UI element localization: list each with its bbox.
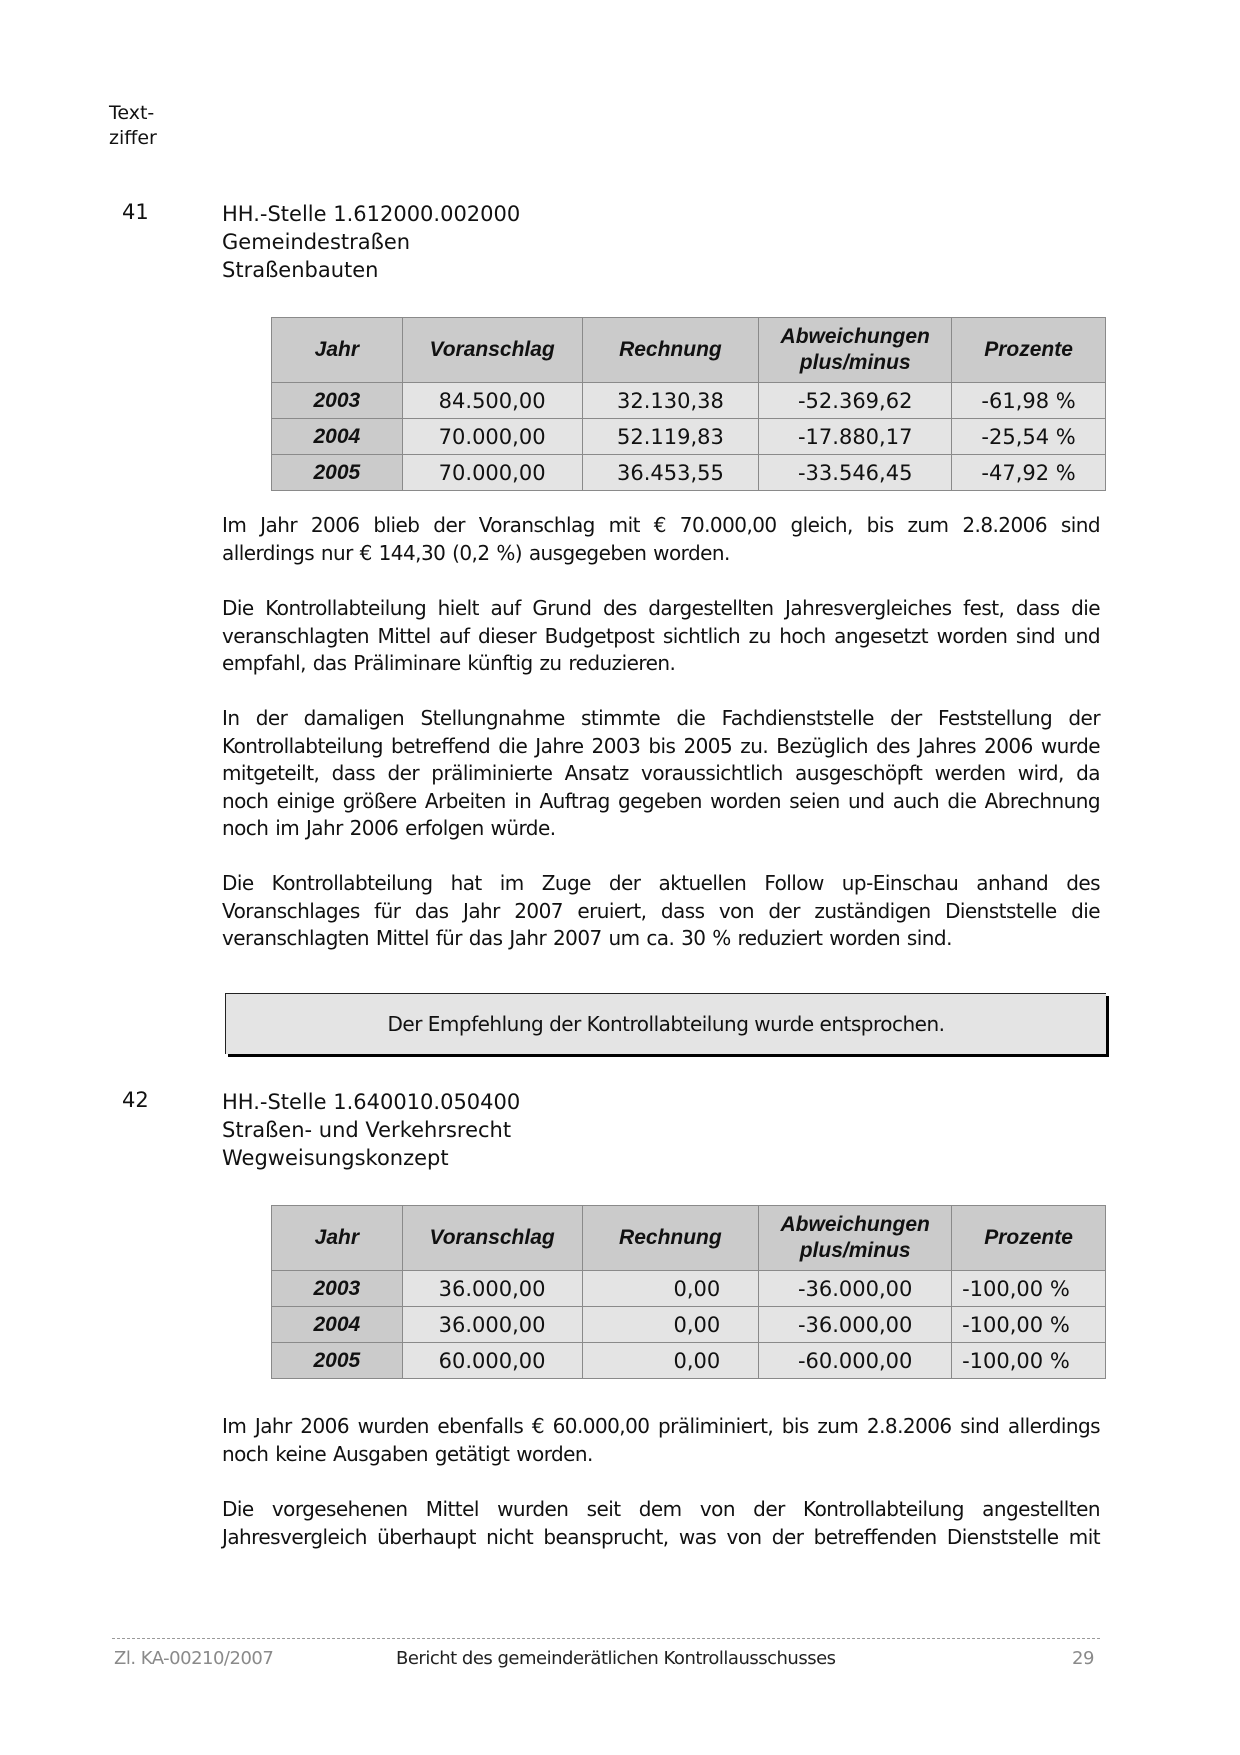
budget-item-title: Straßenbauten <box>222 258 379 282</box>
cell-prozent: -100,00 % <box>952 1307 1106 1343</box>
header-jahr: Jahr <box>272 1206 403 1271</box>
section-41-paragraph-4: Die Kontrollabteilung hat im Zuge der aktuellen Follow up-Einschau anhand des Voranschlages für das Jahr 2007 eruiert, dass von der zuständigen Dienststelle die veranschlagten Mittel für das Jahr 2007 um ca. 30 % reduziert worden sind. <box>222 871 1100 950</box>
cell-voranschlag: 84.500,00 <box>402 383 582 419</box>
cell-rechnung: 0,00 <box>582 1307 759 1343</box>
section-41-heading <box>222 200 520 284</box>
cell-prozent: -100,00 % <box>952 1271 1106 1307</box>
cell-year: 2004 <box>272 419 403 455</box>
footer-title: Bericht des gemeinderätlichen Kontrollausschusses <box>396 1648 836 1669</box>
footer-divider <box>112 1638 1100 1639</box>
recommendation-status-box <box>225 993 1106 1054</box>
header-jahr: Jahr <box>272 318 403 383</box>
table-row <box>272 419 1106 455</box>
table-row <box>272 383 1106 419</box>
section-42-budget-table <box>271 1205 1106 1379</box>
table-header-row <box>272 1206 1106 1271</box>
cell-abweichung: -36.000,00 <box>759 1271 952 1307</box>
section-42-paragraph-2: Die vorgesehenen Mittel wurden seit dem von der Kontrollabteilung angestellten Jahresvergleich überhaupt nicht beansprucht, was von der betreffenden Dienststelle mit <box>222 1497 1100 1549</box>
table-row <box>272 1307 1106 1343</box>
cell-rechnung: 52.119,83 <box>582 419 759 455</box>
cell-abweichung: -60.000,00 <box>759 1343 952 1379</box>
page-number: 29 <box>1072 1648 1094 1669</box>
margin-label-line-1: Text- <box>109 102 155 124</box>
section-41-paragraph-2: Die Kontrollabteilung hielt auf Grund des dargestellten Jahresvergleiches fest, dass die veranschlagten Mittel auf dieser Budgetpost sichtlich zu hoch angesetzt worden sind und empfahl, das Präliminare künftig zu reduzieren. <box>222 596 1100 675</box>
cell-prozent: -25,54 % <box>952 419 1106 455</box>
cell-voranschlag: 36.000,00 <box>402 1307 582 1343</box>
cell-prozent: -61,98 % <box>952 383 1106 419</box>
table-header-row <box>272 318 1106 383</box>
section-41-paragraph-3: In der damaligen Stellungnahme stimmte die Fachdienststelle der Feststellung der Kontrollabteilung betreffend die Jahre 2003 bis 2005 zu. Bezüglich des Jahres 2006 wurde mitgeteilt, dass der präliminierte Ansatz voraussichtlich ausgeschöpft werden wird, da noch einige größere Arbeiten in Auftrag gegeben worden seien und auch die Abrechnung noch im Jahr 2006 erfolgen würde. <box>222 706 1100 840</box>
budget-item-category: Straßen- und Verkehrsrecht <box>222 1118 512 1142</box>
table-row <box>272 1271 1106 1307</box>
cell-prozent: -47,92 % <box>952 455 1106 491</box>
cell-rechnung: 0,00 <box>582 1343 759 1379</box>
recommendation-status-text: Der Empfehlung der Kontrollabteilung wurde entsprochen. <box>387 1012 945 1036</box>
footer-reference: Zl. KA-00210/2007 <box>114 1648 274 1669</box>
cell-year: 2003 <box>272 1271 403 1307</box>
cell-abweichung: -17.880,17 <box>759 419 952 455</box>
section-41-paragraph-1: Im Jahr 2006 blieb der Voranschlag mit € 70.000,00 gleich, bis zum 2.8.2006 sind allerdings nur € 144,30 (0,2 %) ausgegeben worden. <box>222 513 1100 565</box>
cell-year: 2005 <box>272 1343 403 1379</box>
header-abweichungen: Abweichungen plus/minus <box>759 318 952 383</box>
section-42-heading <box>222 1088 520 1172</box>
budget-item-category: Gemeindestraßen <box>222 230 411 254</box>
cell-rechnung: 0,00 <box>582 1271 759 1307</box>
cell-year: 2005 <box>272 455 403 491</box>
cell-prozent: -100,00 % <box>952 1343 1106 1379</box>
header-rechnung: Rechnung <box>582 1206 759 1271</box>
header-rechnung: Rechnung <box>582 318 759 383</box>
margin-label-line-2: ziffer <box>109 127 157 149</box>
section-number-42: 42 <box>122 1088 149 1112</box>
table-row <box>272 1343 1106 1379</box>
cell-rechnung: 32.130,38 <box>582 383 759 419</box>
header-prozente: Prozente <box>952 1206 1106 1271</box>
cell-abweichung: -36.000,00 <box>759 1307 952 1343</box>
cell-year: 2003 <box>272 383 403 419</box>
cell-voranschlag: 36.000,00 <box>402 1271 582 1307</box>
section-42-paragraph-1: Im Jahr 2006 wurden ebenfalls € 60.000,00 präliminiert, bis zum 2.8.2006 sind allerdings noch keine Ausgaben getätigt worden. <box>222 1414 1100 1466</box>
cell-voranschlag: 70.000,00 <box>402 419 582 455</box>
cell-voranschlag: 70.000,00 <box>402 455 582 491</box>
section-number-41: 41 <box>122 200 149 224</box>
header-voranschlag: Voranschlag <box>402 318 582 383</box>
header-voranschlag: Voranschlag <box>402 1206 582 1271</box>
cell-rechnung: 36.453,55 <box>582 455 759 491</box>
budget-item-code: HH.-Stelle 1.640010.050400 <box>222 1090 521 1114</box>
budget-item-title: Wegweisungskonzept <box>222 1146 449 1170</box>
cell-voranschlag: 60.000,00 <box>402 1343 582 1379</box>
table-row <box>272 455 1106 491</box>
header-abweichungen: Abweichungen plus/minus <box>759 1206 952 1271</box>
cell-year: 2004 <box>272 1307 403 1343</box>
section-41-budget-table <box>271 317 1106 491</box>
cell-abweichung: -52.369,62 <box>759 383 952 419</box>
cell-abweichung: -33.546,45 <box>759 455 952 491</box>
budget-item-code: HH.-Stelle 1.612000.002000 <box>222 202 521 226</box>
header-prozente: Prozente <box>952 318 1106 383</box>
margin-label-textziffer <box>109 101 157 151</box>
